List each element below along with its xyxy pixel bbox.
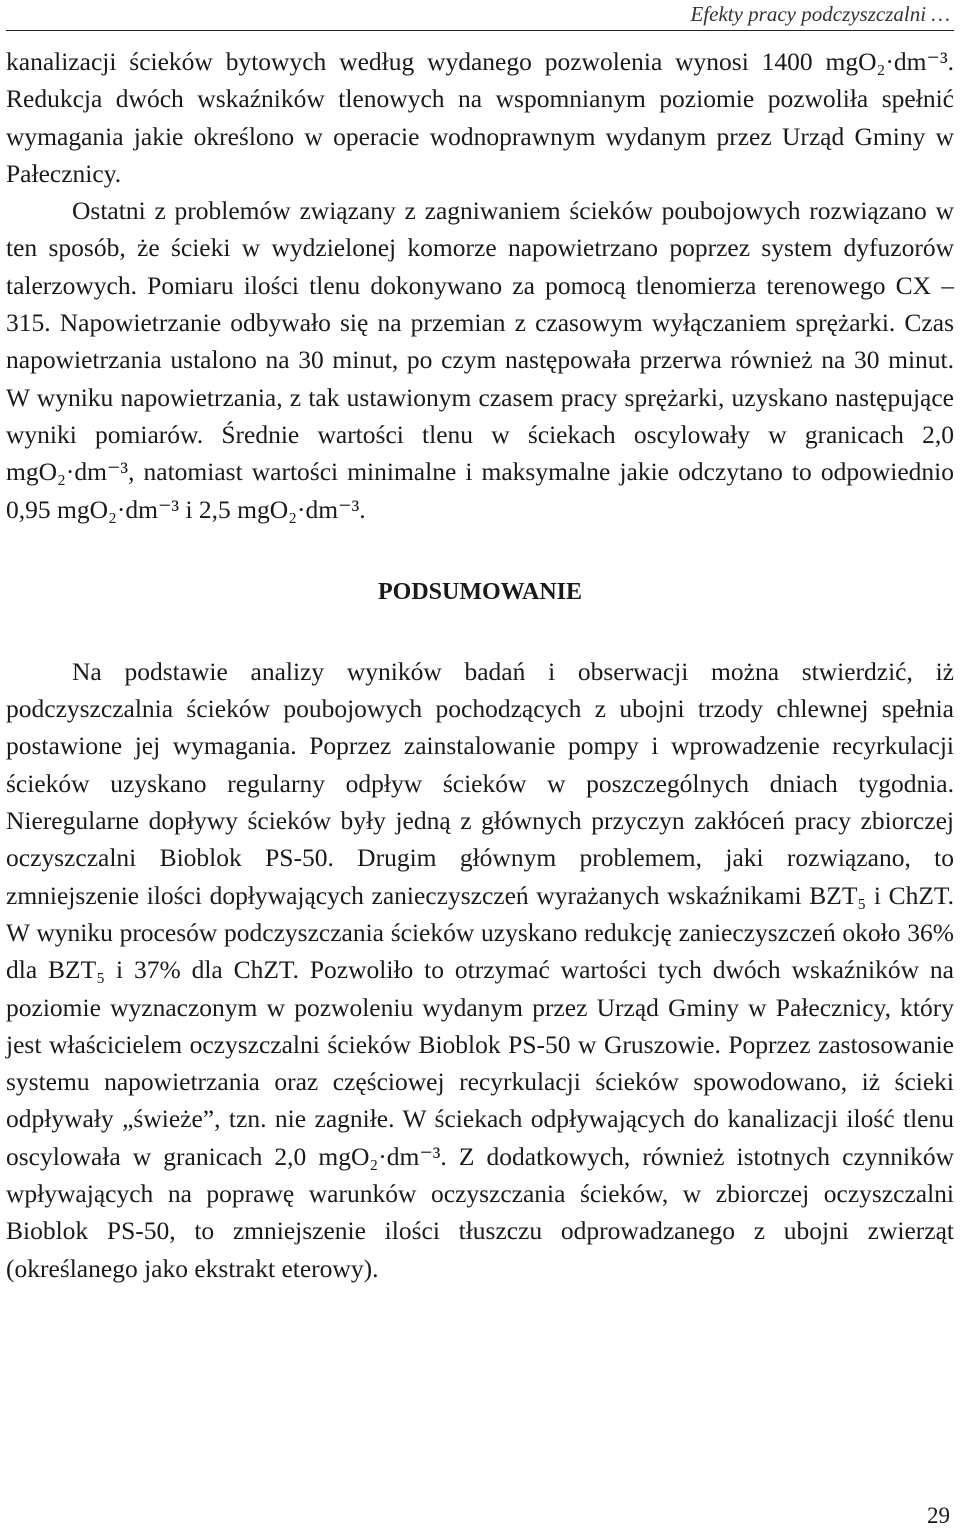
- page-body: [6, 43, 954, 1287]
- page-number: 29: [927, 1503, 950, 1528]
- paragraph-continuation: kanalizacji ścieków bytowych według wydanego pozwolenia wynosi 1400 mgO₂·dm⁻³. Redukcja dwóch wskaźników tlenowych na wspomnianym poziomie pozwoliła spełnić wymagania jakie określono w operacie wodnoprawnym wydanym przez Urząd Gminy w Pałecznicy.: [6, 47, 954, 188]
- section-heading: PODSUMOWANIE: [377, 578, 582, 605]
- running-header: [6, 0, 954, 31]
- running-title: Efekty pracy podczyszczalni …: [690, 2, 950, 26]
- paragraph-oxygen-aeration: Ostatni z problemów związany z zagniwaniem ścieków poubojowych rozwiązano w ten sposób, że ścieki w wydzielonej komorze napowietrzano poprzez system dyfuzorów talerzowych. Pomiaru ilości tlenu dokonywano za pomocą tlenomierza terenowego CX – 315. Napowietrzanie odbywało się na przemian z czasowym wyłączaniem sprężarki. Czas napowietrzania ustalono na 30 minut, po czym następowała przerwa również na 30 minut. W wyniku napowietrzania, z tak ustawionym czasem pracy sprężarki, uzyskano następujące wyniki pomiarów. Średnie wartości tlenu w ściekach oscylowały w granicach 2,0 mgO₂·dm⁻³, natomiast wartości minimalne i maksymalne jakie odczytano to odpowiednio 0,95 mgO₂·dm⁻³ i 2,5 mgO₂·dm⁻³.: [6, 196, 954, 524]
- paragraph-summary: Na podstawie analizy wyników badań i obserwacji można stwierdzić, iż podczyszczalnia ścieków poubojowych pochodzących z ubojni trzody chlewnej spełnia postawione jej wymagania. Poprzez zainstalowanie pompy i wprowadzenie recyrkulacji ścieków uzyskano regularny odpływ ścieków w poszczególnych dniach tygodnia. Nieregularne dopływy ścieków były jedną z głównych przyczyn zakłóceń pracy zbiorczej oczyszczalni Bioblok PS-50. Drugim głównym problemem, jaki rozwiązano, to zmniejszenie ilości dopływających zanieczyszczeń wyrażanych wskaźnikami BZT₅ i ChZT. W wyniku procesów podczyszczania ścieków uzyskano redukcję zanieczyszczeń około 36% dla BZT₅ i 37% dla ChZT. Pozwoliło to otrzymać wartości tych dwóch wskaźników na poziomie wyznaczonym w pozwoleniu wydanym przez Urząd Gminy w Pałecznicy, który jest właścicielem oczyszczalni ścieków Bioblok PS-50 w Gruszowie. Poprzez zastosowanie systemu napowietrzania oraz częściowej recyrkulacji ścieków spowodowano, iż ścieki odpływały „świeże”, tzn. nie zagniłe. W ściekach odpływających do kanalizacji ilość tlenu oscylowała w granicach 2,0 mgO₂·dm⁻³. Z dodatkowych, również istotnych czynników wpływających na poprawę warunków oczyszczania ścieków, w zbiorczej oczyszczalni Bioblok PS-50, to zmniejszenie ilości tłuszczu odprowadzanego z ubojni zwierząt (określanego jako ekstrakt eterowy).: [6, 656, 954, 1283]
